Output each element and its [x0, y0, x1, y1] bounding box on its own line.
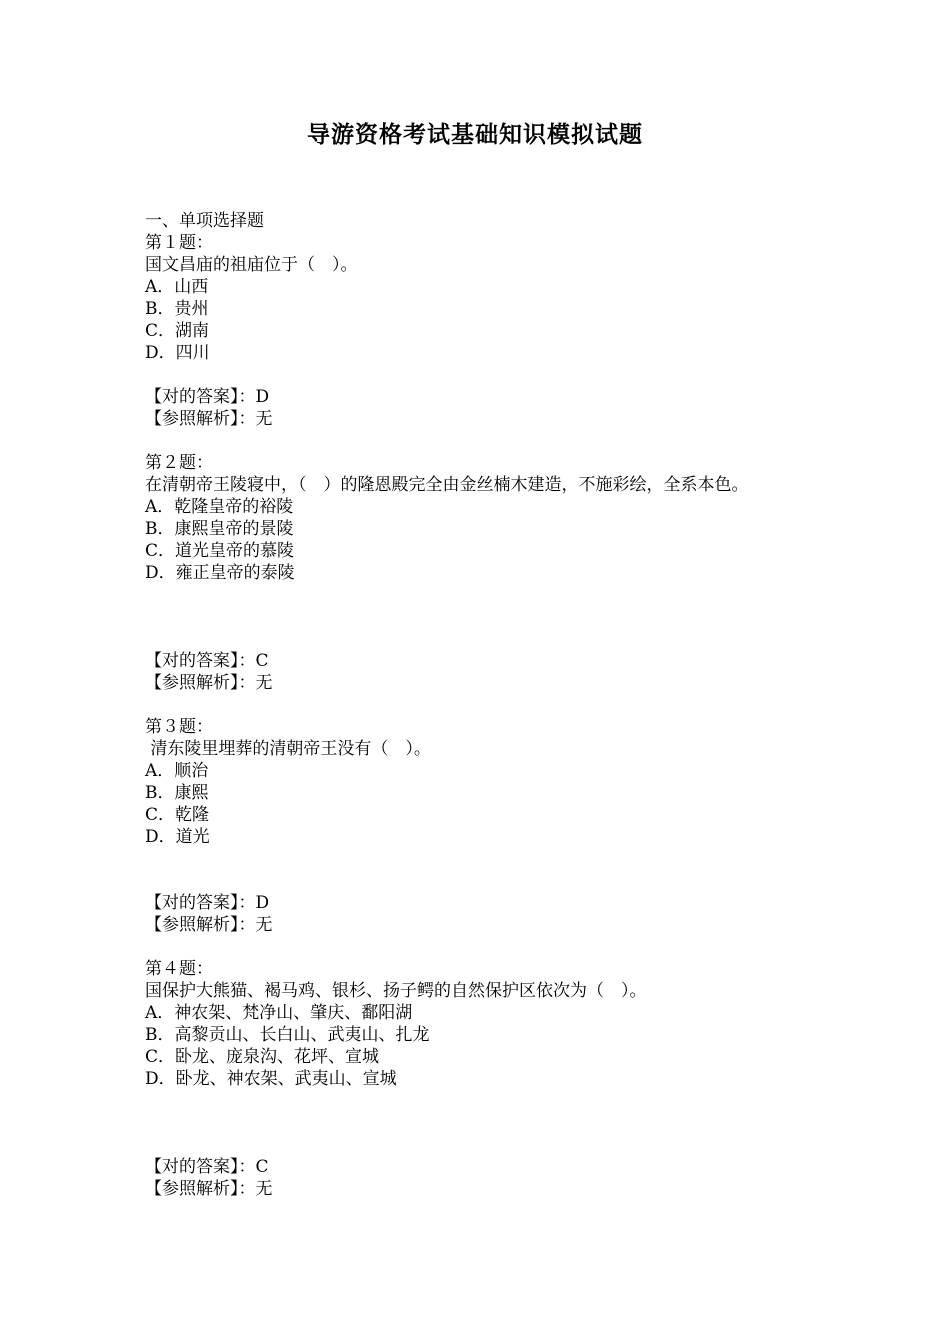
option-c: C．道光皇帝的慕陵 [145, 541, 295, 561]
question-stem: 清东陵里埋葬的清朝帝王没有（ ）。 [145, 739, 431, 759]
question-block-1 [145, 232, 810, 452]
question-block-3 [145, 716, 810, 958]
correct-answer: 【对的答案】：C [145, 1157, 269, 1177]
option-b: B．高黎贡山、长白山、武夷山、扎龙 [145, 1025, 430, 1045]
question-block-4 [145, 958, 810, 1200]
option-d: D．四川 [145, 343, 210, 363]
reference-analysis: 【参照解析】：无 [145, 409, 273, 429]
option-d: D．卧龙、神农架、武夷山、宣城 [145, 1069, 397, 1089]
question-number: 第１题： [145, 233, 213, 253]
option-c: C．乾隆 [145, 805, 210, 825]
reference-analysis: 【参照解析】：无 [145, 673, 273, 693]
option-d: D．道光 [145, 827, 210, 847]
option-a: A．山西 [145, 277, 209, 297]
option-c: C．湖南 [145, 321, 210, 341]
correct-answer: 【对的答案】：D [145, 387, 270, 407]
question-block-2 [145, 452, 810, 716]
option-a: A．神农架、梵净山、肇庆、鄱阳湖 [145, 1003, 413, 1023]
question-number: 第２题： [145, 453, 213, 473]
question-stem: 在清朝帝王陵寝中，（ ）的隆恩殿完全由金丝楠木建造，不施彩绘，全系本色。 [145, 475, 749, 495]
reference-analysis: 【参照解析】：无 [145, 915, 273, 935]
document-title: 导游资格考试基础知识模拟试题 [307, 121, 643, 148]
section-heading: 一、单项选择题 [145, 211, 264, 231]
correct-answer: 【对的答案】：C [145, 651, 269, 671]
question-number: 第３题： [145, 717, 213, 737]
reference-analysis: 【参照解析】：无 [145, 1179, 273, 1199]
option-a: A．乾隆皇帝的裕陵 [145, 497, 294, 517]
option-b: B．贵州 [145, 299, 209, 319]
correct-answer: 【对的答案】：D [145, 893, 270, 913]
option-b: B．康熙 [145, 783, 209, 803]
option-b: B．康熙皇帝的景陵 [145, 519, 294, 539]
question-number: 第４题： [145, 959, 213, 979]
question-stem: 国保护大熊猫、褐马鸡、银杉、扬子鳄的自然保护区依次为（ ）。 [145, 981, 647, 1001]
document-body [145, 210, 810, 1200]
option-a: A．顺治 [145, 761, 209, 781]
question-stem: 国文昌庙的祖庙位于（ ）。 [145, 255, 358, 275]
option-d: D．雍正皇帝的泰陵 [145, 563, 295, 583]
option-c: C．卧龙、庞泉沟、花坪、宣城 [145, 1047, 380, 1067]
